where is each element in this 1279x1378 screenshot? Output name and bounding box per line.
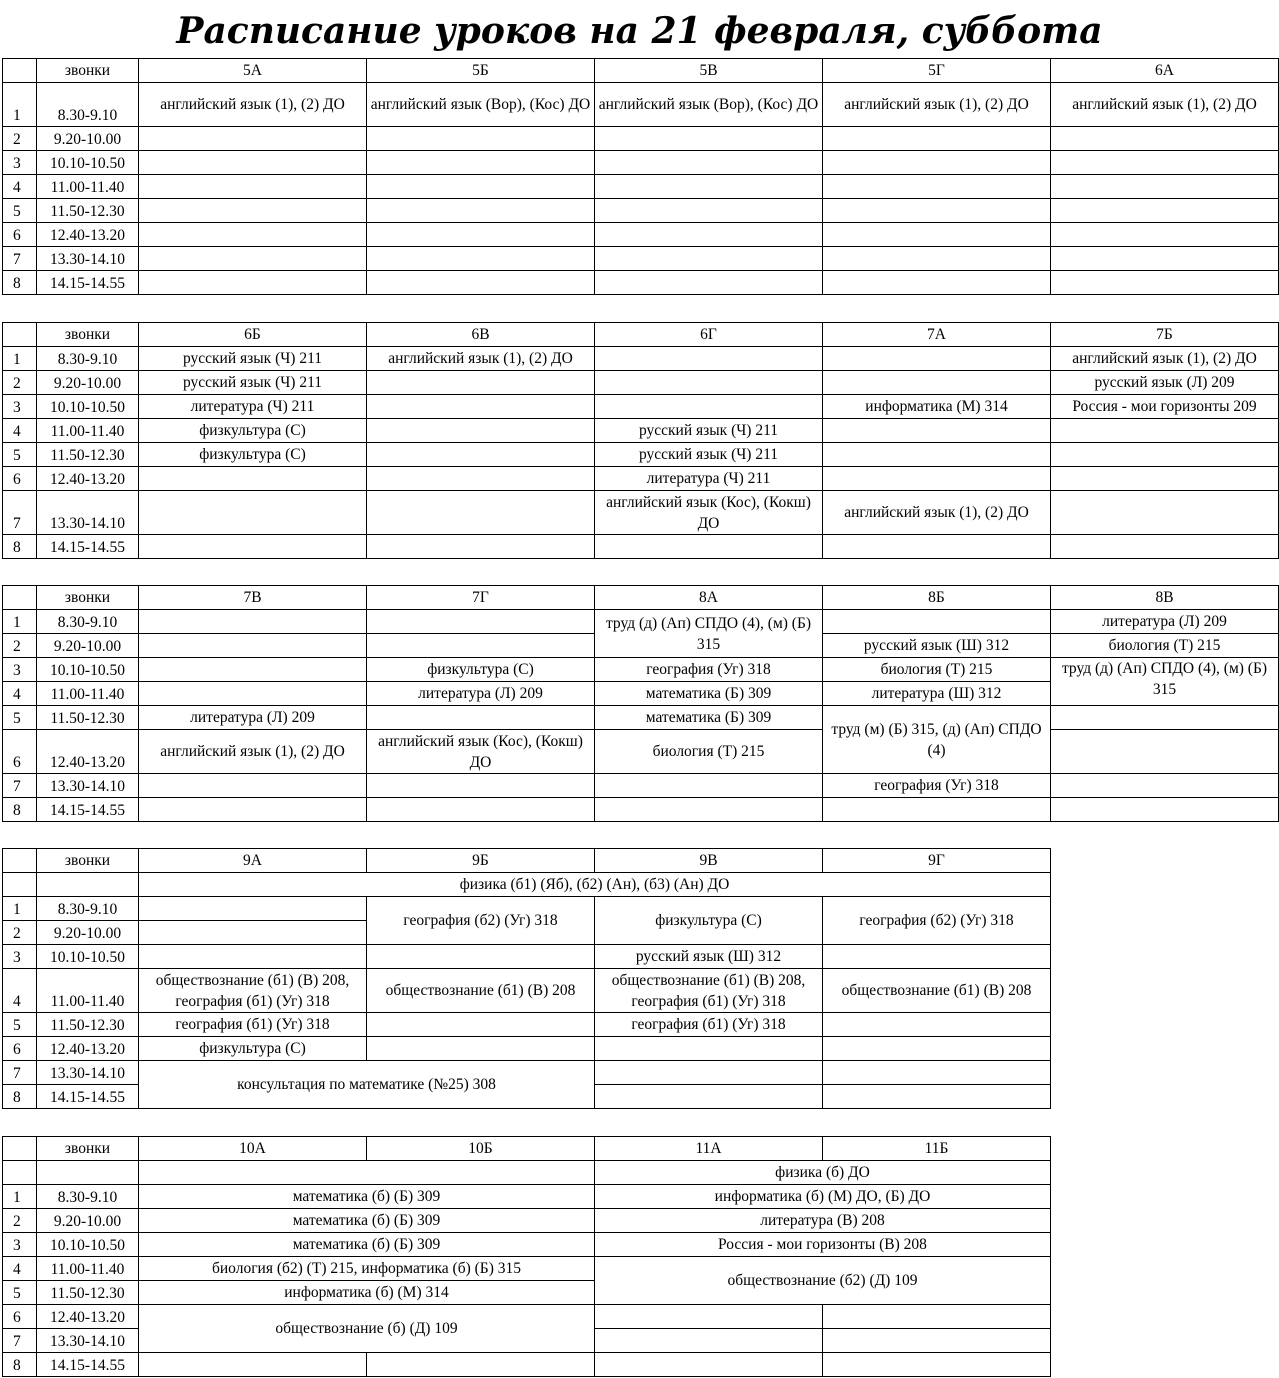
lesson-number: 6 [3, 223, 37, 247]
lesson-cell: обществознание (б2) (Д) 109 [595, 1257, 1051, 1305]
bell-time: 12.40-13.20 [37, 1037, 139, 1061]
lesson-number: 7 [3, 491, 37, 535]
lesson-cell: русский язык (Ч) 211 [139, 371, 367, 395]
lesson-cell: литература (Л) 209 [1051, 610, 1279, 634]
class-header-9v: 9В [595, 849, 823, 873]
lesson-cell: русский язык (Ч) 211 [595, 443, 823, 467]
class-header-9b: 9Б [367, 849, 595, 873]
lesson-number: 8 [3, 271, 37, 295]
lesson-number: 8 [3, 1353, 37, 1377]
bell-time: 9.20-10.00 [37, 1209, 139, 1233]
class-header-9g: 9Г [823, 849, 1051, 873]
class-header-11b: 11Б [823, 1137, 1051, 1161]
bells-header: звонки [37, 323, 139, 347]
lesson-cell: английский язык (1), (2) ДО [1051, 347, 1279, 371]
lesson-cell: математика (б) (Б) 309 [139, 1233, 595, 1257]
lesson-cell: биология (б2) (Т) 215, информатика (б) (Б) 315 [139, 1257, 595, 1281]
lesson-number: 5 [3, 443, 37, 467]
bell-time: 14.15-14.55 [37, 271, 139, 295]
bell-time: 10.10-10.50 [37, 151, 139, 175]
lesson-cell: физика (б) ДО [595, 1161, 1051, 1185]
lesson-cell: русский язык (Ш) 312 [823, 634, 1051, 658]
lesson-number: 1 [3, 83, 37, 127]
lesson-cell: русский язык (Ч) 211 [139, 347, 367, 371]
bell-time: 14.15-14.55 [37, 1353, 139, 1377]
lesson-cell: география (б1) (Уг) 318 [595, 1013, 823, 1037]
lesson-number: 7 [3, 1061, 37, 1085]
class-header-8b: 8Б [823, 586, 1051, 610]
bell-time: 12.40-13.20 [37, 223, 139, 247]
lesson-number: 7 [3, 774, 37, 798]
bells-header: звонки [37, 1137, 139, 1161]
lesson-cell: физкультура (С) [139, 1037, 367, 1061]
corner-cell [3, 59, 37, 83]
class-header-6a: 6А [1051, 59, 1279, 83]
lesson-number: 2 [3, 1209, 37, 1233]
lesson-cell: география (б1) (Уг) 318 [139, 1013, 367, 1037]
lesson-cell: литература (Ч) 211 [139, 395, 367, 419]
lesson-cell: английский язык (Кос), (Кокш) ДО [367, 730, 595, 774]
lesson-cell: география (б2) (Уг) 318 [823, 897, 1051, 945]
bell-time: 11.50-12.30 [37, 706, 139, 730]
lesson-cell: биология (Т) 215 [595, 730, 823, 774]
class-header-6g: 6Г [595, 323, 823, 347]
class-header-7v: 7В [139, 586, 367, 610]
lesson-cell: информатика (М) 314 [823, 395, 1051, 419]
lesson-cell: консультация по математике (№25) 308 [139, 1061, 595, 1109]
bell-time: 9.20-10.00 [37, 127, 139, 151]
lesson-cell: обществознание (б) (Д) 109 [139, 1305, 595, 1353]
lesson-number: 6 [3, 467, 37, 491]
bell-time: 11.00-11.40 [37, 175, 139, 199]
lesson-number: 5 [3, 1013, 37, 1037]
bell-time: 9.20-10.00 [37, 921, 139, 945]
lesson-cell: информатика (б) (М) 314 [139, 1281, 595, 1305]
schedule-block-1 [2, 58, 1279, 295]
lesson-number: 4 [3, 419, 37, 443]
lesson-cell: русский язык (Ш) 312 [595, 945, 823, 969]
lesson-cell: Россия - мои горизонты (В) 208 [595, 1233, 1051, 1257]
lesson-number: 2 [3, 127, 37, 151]
bell-time: 11.50-12.30 [37, 1013, 139, 1037]
lesson-cell: физкультура (С) [595, 897, 823, 945]
bell-time: 10.10-10.50 [37, 395, 139, 419]
bell-time: 12.40-13.20 [37, 730, 139, 774]
lesson-number: 2 [3, 921, 37, 945]
lesson-cell: английский язык (1), (2) ДО [139, 730, 367, 774]
lesson-number: 2 [3, 634, 37, 658]
bell-time: 14.15-14.55 [37, 535, 139, 559]
class-header-5a: 5А [139, 59, 367, 83]
class-header-11a: 11А [595, 1137, 823, 1161]
bell-time: 13.30-14.10 [37, 774, 139, 798]
lesson-number: 8 [3, 798, 37, 822]
lesson-cell: труд (д) (Ап) СПДО (4), (м) (Б) 315 [1051, 658, 1279, 706]
bell-time: 14.15-14.55 [37, 1085, 139, 1109]
class-header-8v: 8В [1051, 586, 1279, 610]
lesson-cell: биология (Т) 215 [823, 658, 1051, 682]
lesson-cell: физкультура (С) [139, 419, 367, 443]
lesson-cell: география (Уг) 318 [595, 658, 823, 682]
lesson-number: 5 [3, 706, 37, 730]
lesson-number: 5 [3, 199, 37, 223]
lesson-cell: физкультура (С) [367, 658, 595, 682]
lesson-number: 8 [3, 535, 37, 559]
corner-cell [3, 1137, 37, 1161]
bell-time: 8.30-9.10 [37, 897, 139, 921]
class-header-6v: 6В [367, 323, 595, 347]
bell-time: 11.50-12.30 [37, 199, 139, 223]
schedule-block-3 [2, 585, 1279, 822]
lesson-cell: литература (В) 208 [595, 1209, 1051, 1233]
lesson-number: 7 [3, 247, 37, 271]
schedule-block-5 [2, 1136, 1051, 1377]
bell-time: 11.50-12.30 [37, 443, 139, 467]
lesson-number: 1 [3, 610, 37, 634]
lesson-cell: литература (Л) 209 [139, 706, 367, 730]
lesson-cell: математика (Б) 309 [595, 706, 823, 730]
corner-cell [3, 323, 37, 347]
lesson-cell: обществознание (б1) (В) 208, география (б1) (Уг) 318 [595, 969, 823, 1013]
bells-header: звонки [37, 59, 139, 83]
schedule-block-4 [2, 848, 1051, 1109]
class-header-5v: 5В [595, 59, 823, 83]
lesson-cell: труд (д) (Ап) СПДО (4), (м) (Б) 315 [595, 610, 823, 658]
lesson-number: 1 [3, 347, 37, 371]
lesson-number: 6 [3, 730, 37, 774]
lesson-number: 3 [3, 945, 37, 969]
lesson-cell: география (б2) (Уг) 318 [367, 897, 595, 945]
bell-time: 10.10-10.50 [37, 1233, 139, 1257]
bell-time: 8.30-9.10 [37, 83, 139, 127]
lesson-number: 5 [3, 1281, 37, 1305]
lesson-cell: литература (Л) 209 [367, 682, 595, 706]
class-header-10b: 10Б [367, 1137, 595, 1161]
class-header-10a: 10А [139, 1137, 367, 1161]
lesson-cell: русский язык (Ч) 211 [595, 419, 823, 443]
class-header-9a: 9А [139, 849, 367, 873]
lesson-cell: математика (Б) 309 [595, 682, 823, 706]
bell-time: 11.00-11.40 [37, 1257, 139, 1281]
lesson-cell: география (Уг) 318 [823, 774, 1051, 798]
lesson-cell: биология (Т) 215 [1051, 634, 1279, 658]
class-header-8a: 8А [595, 586, 823, 610]
class-header-5g: 5Г [823, 59, 1051, 83]
lesson-cell: английский язык (Вор), (Кос) ДО [367, 83, 595, 127]
lesson-number: 3 [3, 395, 37, 419]
lesson-number: 4 [3, 1257, 37, 1281]
bells-header: звонки [37, 849, 139, 873]
bell-time: 11.00-11.40 [37, 682, 139, 706]
class-header-7g: 7Г [367, 586, 595, 610]
lesson-number: 2 [3, 371, 37, 395]
lesson-cell: математика (б) (Б) 309 [139, 1209, 595, 1233]
lesson-cell: английский язык (1), (2) ДО [367, 347, 595, 371]
bell-time: 8.30-9.10 [37, 1185, 139, 1209]
bells-header: звонки [37, 586, 139, 610]
bell-time: 10.10-10.50 [37, 658, 139, 682]
lesson-cell: физкультура (С) [139, 443, 367, 467]
class-header-7a: 7А [823, 323, 1051, 347]
lesson-cell: математика (б) (Б) 309 [139, 1185, 595, 1209]
corner-cell [3, 586, 37, 610]
class-header-7b: 7Б [1051, 323, 1279, 347]
lesson-number: 6 [3, 1037, 37, 1061]
bell-time: 10.10-10.50 [37, 945, 139, 969]
lesson-cell: английский язык (Кос), (Кокш) ДО [595, 491, 823, 535]
bell-time: 11.00-11.40 [37, 419, 139, 443]
bell-time: 13.30-14.10 [37, 247, 139, 271]
lesson-number: 3 [3, 1233, 37, 1257]
class-header-6b: 6Б [139, 323, 367, 347]
lesson-number: 6 [3, 1305, 37, 1329]
lesson-number: 3 [3, 151, 37, 175]
page-title: Расписание уроков на 21 февраля, суббота [176, 10, 1103, 52]
lesson-number: 8 [3, 1085, 37, 1109]
bell-time: 9.20-10.00 [37, 371, 139, 395]
lesson-cell: обществознание (б1) (В) 208 [367, 969, 595, 1013]
lesson-cell: английский язык (1), (2) ДО [1051, 83, 1279, 127]
lesson-number: 1 [3, 897, 37, 921]
lesson-cell: литература (Ш) 312 [823, 682, 1051, 706]
class-header-5b: 5Б [367, 59, 595, 83]
schedule-block-2 [2, 322, 1279, 559]
lesson-cell: труд (м) (Б) 315, (д) (Ап) СПДО (4) [823, 706, 1051, 774]
lesson-cell: русский язык (Л) 209 [1051, 371, 1279, 395]
lesson-cell: литература (Ч) 211 [595, 467, 823, 491]
bell-time: 9.20-10.00 [37, 634, 139, 658]
lesson-number: 4 [3, 969, 37, 1013]
lesson-number: 4 [3, 682, 37, 706]
bell-time: 14.15-14.55 [37, 798, 139, 822]
lesson-cell: Россия - мои горизонты 209 [1051, 395, 1279, 419]
lesson-cell: английский язык (Вор), (Кос) ДО [595, 83, 823, 127]
lesson-number: 7 [3, 1329, 37, 1353]
bell-time: 12.40-13.20 [37, 467, 139, 491]
bell-time: 8.30-9.10 [37, 347, 139, 371]
lesson-number: 3 [3, 658, 37, 682]
bell-time: 11.00-11.40 [37, 969, 139, 1013]
bell-time: 12.40-13.20 [37, 1305, 139, 1329]
corner-cell [3, 849, 37, 873]
lesson-cell: обществознание (б1) (В) 208 [823, 969, 1051, 1013]
lesson-number: 1 [3, 1185, 37, 1209]
lesson-cell: английский язык (1), (2) ДО [823, 83, 1051, 127]
lesson-cell: английский язык (1), (2) ДО [823, 491, 1051, 535]
lesson-number: 4 [3, 175, 37, 199]
lesson-cell: физика (б1) (Яб), (б2) (Ан), (б3) (Ан) ДО [139, 873, 1051, 897]
lesson-cell: английский язык (1), (2) ДО [139, 83, 367, 127]
bell-time: 13.30-14.10 [37, 1061, 139, 1085]
bell-time: 13.30-14.10 [37, 1329, 139, 1353]
lesson-cell: обществознание (б1) (В) 208, география (б1) (Уг) 318 [139, 969, 367, 1013]
bell-time: 8.30-9.10 [37, 610, 139, 634]
bell-time: 13.30-14.10 [37, 491, 139, 535]
bell-time: 11.50-12.30 [37, 1281, 139, 1305]
lesson-cell: информатика (б) (М) ДО, (Б) ДО [595, 1185, 1051, 1209]
